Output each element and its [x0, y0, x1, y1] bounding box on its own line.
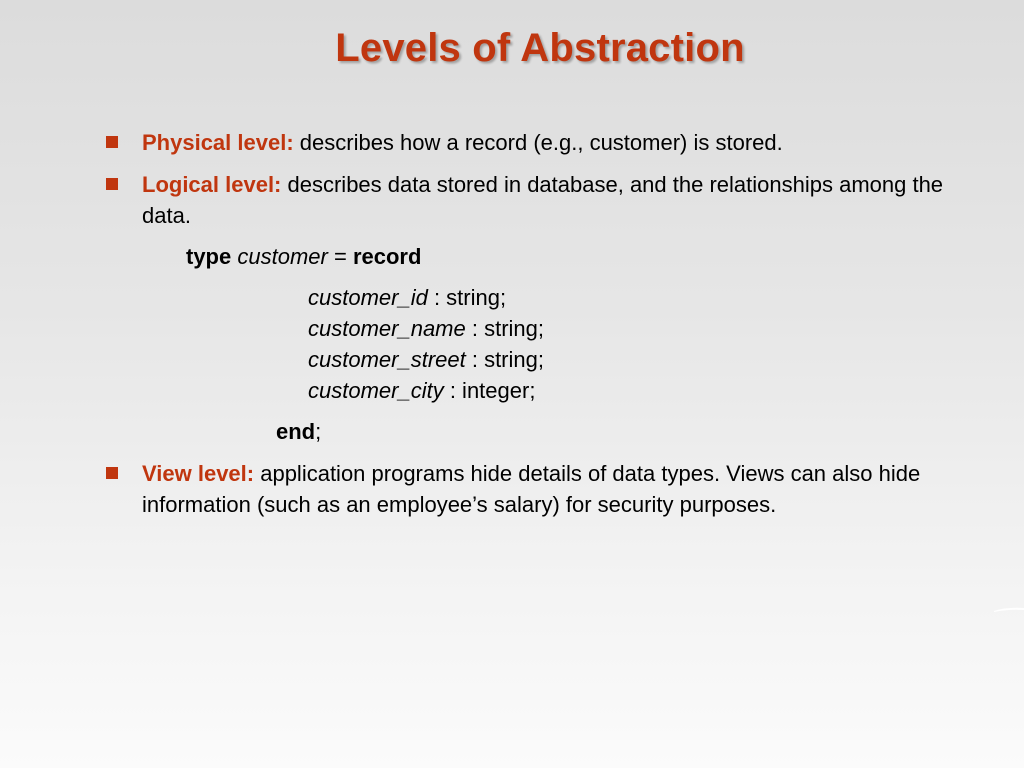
- code-field-name: customer_city: [308, 378, 444, 403]
- bullet-label: View level:: [142, 461, 255, 486]
- code-field: [308, 375, 535, 406]
- code-type-name: customer: [237, 244, 328, 269]
- slide-title: Levels of Abstraction: [335, 26, 745, 70]
- code-field-name: customer_street: [308, 347, 466, 372]
- bullet-square-icon: [106, 178, 118, 190]
- code-field-type: : integer;: [443, 378, 536, 403]
- bullet-text: application programs hide details of data types. Views can also hide information (such as an employee’s salary) for security purposes.: [142, 461, 921, 517]
- code-field: [308, 282, 506, 313]
- bullet-square-icon: [106, 467, 118, 479]
- code-field-name: customer_name: [308, 316, 466, 341]
- bullet-view-level: [142, 458, 962, 520]
- bullet-label: Logical level:: [142, 172, 282, 197]
- code-end: [276, 416, 321, 447]
- code-field: [308, 344, 544, 375]
- code-field: [308, 313, 544, 344]
- code-equals: =: [327, 244, 353, 269]
- bullet-square-icon: [106, 136, 118, 148]
- code-type-declaration: [186, 241, 421, 272]
- decorative-swoosh: [994, 607, 1024, 613]
- code-field-type: : string;: [427, 285, 507, 310]
- code-keyword-end: end: [276, 419, 316, 444]
- code-end-semicolon: ;: [315, 419, 322, 444]
- code-field-name: customer_id: [308, 285, 428, 310]
- bullet-text: describes how a record (e.g., customer) is stored.: [293, 130, 783, 155]
- code-field-type: : string;: [465, 347, 544, 372]
- code-keyword-record: record: [352, 244, 422, 269]
- bullet-text: describes data stored in database, and the relationships among the data.: [142, 172, 944, 228]
- code-field-type: : string;: [465, 316, 544, 341]
- bullet-label: Physical level:: [142, 130, 294, 155]
- code-keyword-type: type: [186, 244, 232, 269]
- bullet-logical-level: [142, 169, 962, 231]
- bullet-physical-level: [142, 127, 962, 158]
